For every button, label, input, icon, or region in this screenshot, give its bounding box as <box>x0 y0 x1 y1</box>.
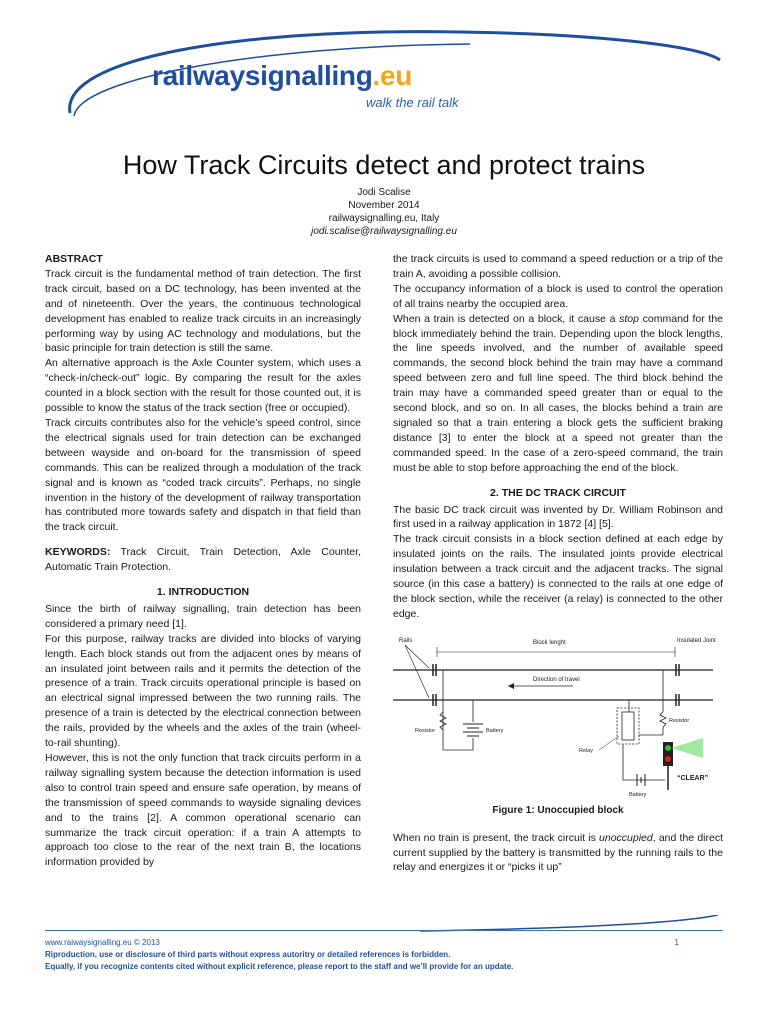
leader-line <box>405 645 429 698</box>
body-para <box>393 831 723 876</box>
abstract-para: Track circuit is the fundamental method of train detection. The first track circuit, based on a DC technology, has been invented at the and of nineteenth. Over the years, the continuous technological development has enabled to realize track circuits in an increasingly performing way by using AC technology and modulations, but the basic principle for train detection is still the same. <box>45 267 361 355</box>
body-para: The occupancy information of a block is used to control the operation of all trains nearby the occupied area. <box>393 282 723 310</box>
text-run: When no train is present, the track circuit is <box>393 831 600 844</box>
text-run: When a train is detected on a block, it cause a <box>393 312 620 325</box>
relay-box <box>617 708 639 744</box>
logo-brand-suffix: .eu <box>372 60 413 91</box>
rails-label: Rails <box>399 637 413 644</box>
relay-coil <box>622 712 634 740</box>
right-column <box>393 252 723 875</box>
figure-track-circuit <box>393 630 723 800</box>
page-number: 1 <box>674 938 679 947</box>
dc-heading: 2. THE DC TRACK CIRCUIT <box>490 486 626 499</box>
clear-label: “CLEAR” <box>677 774 709 782</box>
abstract-heading: ABSTRACT <box>45 253 103 265</box>
intro-para: However, this is not the only function that track circuits perform in a railway signalling system because the detection information is used also to control train speed and ensure safe operation, by means of the transmission of speed commands to wayside signaling devices and to the trains [2]. A common operational scenario can summarize the track circuit operation: if a train A attempts to approach too close to the rear of the next train B, the locations information provided by <box>45 752 361 869</box>
body-para <box>393 312 723 476</box>
logo-tagline: walk the rail talk <box>366 95 459 110</box>
keywords-label: KEYWORDS: <box>45 546 111 559</box>
email: jodi.scalise@railwaysignalling.eu <box>311 226 457 237</box>
track-circuit-diagram <box>393 630 723 800</box>
body-para: The track circuit consists in a block section defined at each edge by insulated joints on the rails. The insulated joints provide electrical insulation between a track circuit and the adjacent tracks. The signal source (in this case a battery) is connected to the rails at one edge of the block section, while the receiver (a relay) is connected to the other edge. <box>393 533 723 620</box>
intro-para: For this purpose, railway tracks are divided into blocks of varying length. Each block stands out from the adjacent ones by means of an insulated joint between rails and it permits the detection of the presence of a train. Track circuits operational principle is based on an electrical signal impressed between the two running rails. The presence of a train is detected by the electrical connection between the rails, provided by the wheels and the axles of the train (wheel-to-rail shunting). <box>45 632 361 750</box>
arrow-head <box>508 683 514 689</box>
footer-notice: Riproduction, use or disclosure of third parts without express autoritry or detailed references is forbidden. <box>45 950 451 959</box>
keywords <box>45 545 361 575</box>
direction-label: Direction of travel <box>533 676 580 683</box>
page-footer <box>45 937 723 973</box>
relay-label: Relay <box>579 747 594 754</box>
leader-line <box>599 736 619 750</box>
intro-heading: 1. INTRODUCTION <box>156 586 250 599</box>
block-length-label: Block lenght <box>533 639 566 646</box>
intro-para: Since the birth of railway signalling, train detection has been considered a primary need [1]. <box>45 602 361 630</box>
abstract-para: An alternative approach is the Axle Counter system, which uses a “check-in/check-out” logic. By comparing the result for the axles counted in a block section with the result for those counted out, it is possible to know the status of the track section (free or occupied). <box>45 357 361 415</box>
abstract-para: Track circuits contributes also for the vehicle’s speed control, since the electrical signals used for train detection can be exchanged between wayside and on-board for the transmission of speed commands. This can be realized through a modulation of the track signal and is known as “coded track circuits”. Perhaps, no single invention in the history of the development of railway transportation has contributed more towards safety and dispatch in that field than the track circuit. <box>45 416 361 534</box>
paper-title: How Track Circuits detect and protect trains <box>122 150 646 180</box>
text-run: , and the direct current supplied by the battery is transmitted by the running rails to the relay and energizes it or “picks it up” <box>393 831 723 874</box>
logo-brand: railwaysignalling <box>152 60 373 91</box>
left-column <box>45 252 361 870</box>
resistor-left-label: Resistor <box>415 727 436 734</box>
battery-left-label: Battery <box>486 727 504 734</box>
figure-caption: Figure 1: Unoccupied block <box>492 804 624 816</box>
red-lamp <box>665 756 671 762</box>
emphasis: stop <box>619 312 639 325</box>
date: November 2014 <box>348 200 420 211</box>
emphasis: unoccupied <box>599 831 653 844</box>
body-para: The basic DC track circuit was invented by Dr. William Robinson and first used in a railway application in 1872 [4] [5]. <box>393 503 723 531</box>
green-lamp <box>665 745 671 751</box>
leader-line <box>405 645 429 668</box>
footer-notice: Equally, if you recognize contents cited without explicit reference, please report to the staff and we’ll provide for an update. <box>45 962 514 971</box>
keywords-text: Track Circuit, Train Detection, Axle Counter, Automatic Train Protection. <box>45 546 361 574</box>
footer-site[interactable]: www.raiwaysignalling.eu © 2013 <box>45 938 160 947</box>
green-beam <box>671 738 703 758</box>
body-para: the track circuits is used to command a speed reduction or a trip of the train A, avoiding a possible collision. <box>393 253 723 280</box>
resistor-symbol <box>660 712 666 727</box>
affiliation: railwaysignalling.eu, Italy <box>328 213 440 224</box>
paper-meta <box>0 186 768 238</box>
author: Jodi Scalise <box>357 187 411 198</box>
site-logo <box>152 60 412 92</box>
battery-right-label: Battery <box>629 791 647 798</box>
insulated-joint-label: Insulated Joint <box>677 637 716 644</box>
footer-rule <box>45 930 723 931</box>
resistor-right-label: Resistor <box>669 717 690 724</box>
text-run: command for the block immediately behind the train. Depending upon the block lengths, the line speeds involved, and the number of available speed commands, the second block behind the train may have a command speed between zero and full line speed. The third block behind the train may have a commanded speed greater than or equal to the second block, and so on. In all cases, the blocks behind a train are signaled so that a train entering a block gets the sufficient braking distance [3] to enter the block at a speed not greater than the commanded speed. In the case of a zero-speed command, the train must be able to stop before approaching the end of the block. <box>393 312 723 474</box>
